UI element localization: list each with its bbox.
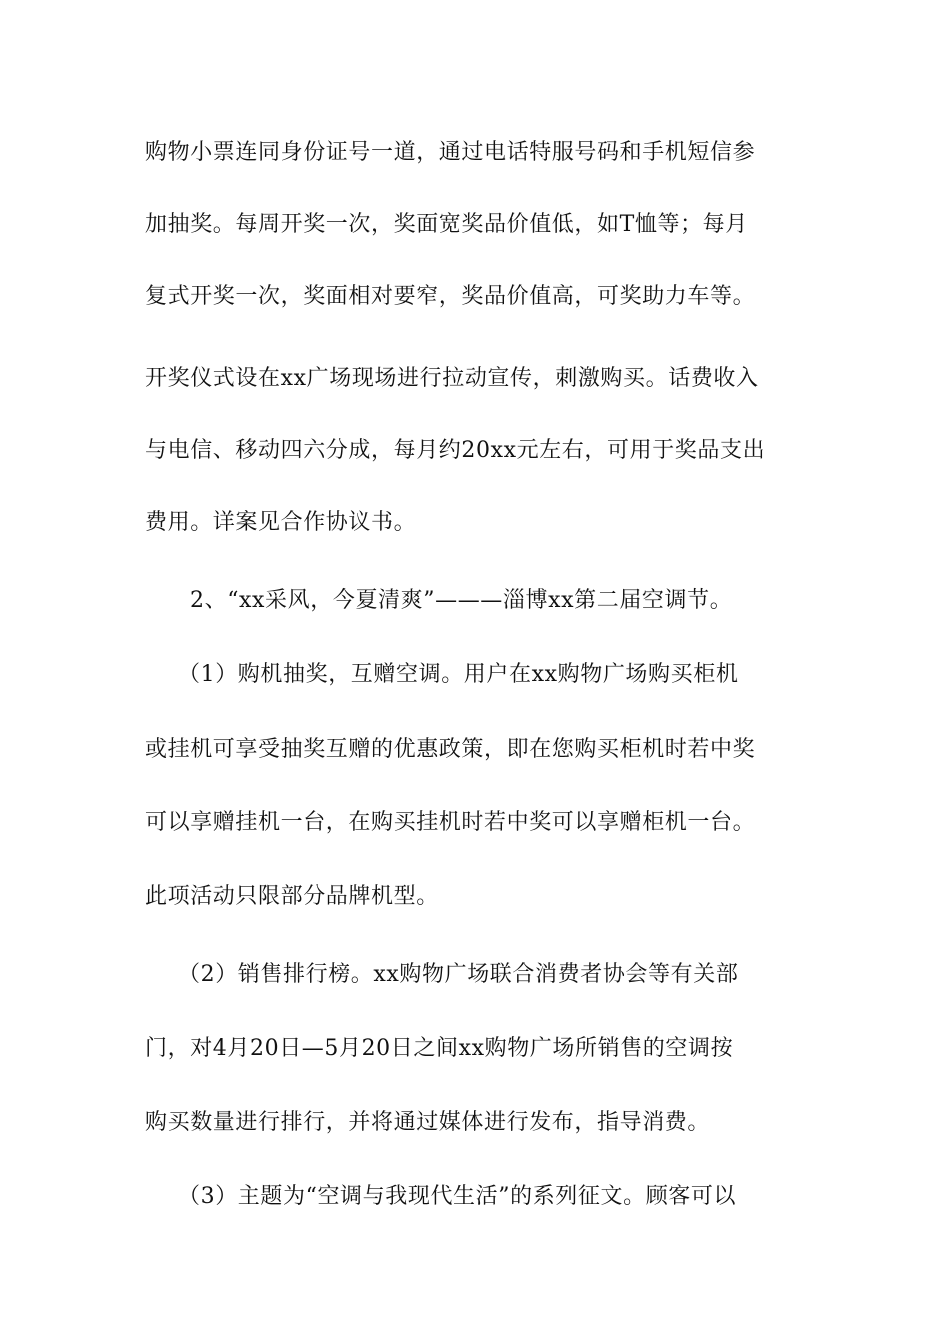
text-line-13: 门，对4月20日—5月20日之间xx购物广场所销售的空调按 <box>145 1036 734 1061</box>
text-line-4: 开奖仪式设在xx广场现场进行拉动宣传，刺激购买。话费收入 <box>145 366 759 391</box>
text-line-3: 复式开奖一次，奖面相对要窄，奖品价值高，可奖助力车等。 <box>145 284 756 309</box>
text-line-5: 与电信、移动四六分成，每月约20xx元左右，可用于奖品支出 <box>145 438 766 463</box>
text-line-14: 购买数量进行排行，并将通过媒体进行发布，指导消费。 <box>145 1110 711 1135</box>
text-line-12: （2）销售排行榜。xx购物广场联合消费者协会等有关部 <box>178 962 739 987</box>
text-line-7: 2、“xx采风，今夏清爽”———淄博xx第二届空调节。 <box>190 588 733 613</box>
text-line-15: （3）主题为“空调与我现代生活”的系列征文。顾客可以 <box>178 1184 737 1209</box>
text-line-9: 或挂机可享受抽奖互赠的优惠政策，即在您购买柜机时若中奖 <box>145 737 756 762</box>
text-line-1: 购物小票连同身份证号一道，通过电话特服号码和手机短信参 <box>145 140 756 165</box>
text-line-11: 此项活动只限部分品牌机型。 <box>145 884 439 909</box>
text-line-10: 可以享赠挂机一台，在购买挂机时若中奖可以享赠柜机一台。 <box>145 810 756 835</box>
text-line-6: 费用。详案见合作协议书。 <box>145 510 417 535</box>
text-line-8: （1）购机抽奖，互赠空调。用户在xx购物广场购买柜机 <box>178 662 739 687</box>
text-line-2: 加抽奖。每周开奖一次，奖面宽奖品价值低，如T恤等；每月 <box>145 212 748 237</box>
